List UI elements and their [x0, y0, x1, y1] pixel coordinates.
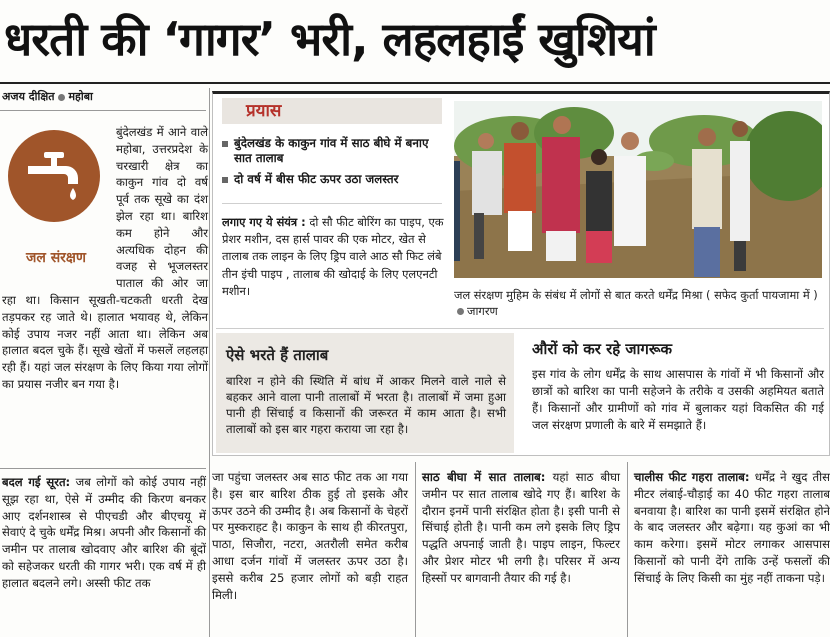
author-name: अजय दीक्षित — [2, 90, 55, 103]
key-point-item: बुंदेलखंड के काकुन गांव में साठ बीघे में बनाए सात तालाब — [222, 136, 442, 166]
equipment-text: दो सौ फीट बोरिंग का पाइप, एक प्रेशर मशीन, दस हार्स पावर की एक मोटर, खेत से तालाब तक लाइन के लिए ड्रिप वाले आठ सौ फिट लंबे तीन इंची पाइप , तालाब की खोदाई के लिए एलएनटी मशीन। — [222, 215, 444, 298]
headline: धरती की ‘गागर’ भरी, लहलहाईं खुशियां — [4, 12, 655, 66]
how-ponds-fill-box — [216, 333, 514, 453]
caption-text: जल संरक्षण मुहिम के संबंध में लोगों से बात करते धर्मेंद्र मिश्रा ( सफेद कुर्ता पायजामा में ) — [454, 288, 818, 302]
headline-rule — [0, 82, 830, 84]
column-divider — [415, 462, 416, 637]
key-point-item: दो वर्ष में बीस फीट ऊपर उठा जलस्तर — [222, 172, 442, 187]
water-conservation-label: जल संरक्षण — [25, 250, 87, 266]
body-text-2: जा पहुंचा जलस्तर अब साठ फीट तक आ गया है। इस बार बारिश ठीक हुई तो इसके और ऊपर उठने की उम्मीद है। अब किसानों के चेहरों पर मुस्कराहट है। काकुन के साथ ही कीरतपुरा, पाठा, सिजौरा, नटरा, अतरौली समेत करीब आधा दर्जन गांवों में जलस्तर ऊपर उठा है। इससे करीब 25 हजार लोगों को बड़ी राहत मिली। — [212, 470, 408, 602]
body-text-4: धर्मेंद्र ने खुद तीस मीटर लंबाई-चौड़ाई का 40 फीट गहरा तालाब बनवाया है। बारिश का पानी इसमें संरक्षित होने के बाद जलस्तर और बढ़ेगा। यह कुआं का भी काम करेगा। इसमें मोटर लगाकर आसपास किसानों को पानी देंगे ताकि उन्हें फसलों की सिंचाई के लिए किसी का मुंह नहीं ताकना पड़े। — [634, 470, 830, 585]
prayas-tag: प्रयास — [222, 98, 442, 124]
body-text-1: जब लोगों को कोई उपाय नहीं सूझ रहा था, ऐसे में उम्मीद की किरण बनकर आए दर्शनशास्त्र से पीएचडी और बीएचयू में सेवाएं दे चुके धर्मेंद्र मिश्र। अपनी और किसानों की जमीन पर तालाब खोदवाए और बारिश की बूंदों को सहेजकर धरती की गागर भरी। एक वर्ष में ही हालात बदलने लगे। अस्सी फीट तक — [2, 475, 206, 590]
caption-dot — [457, 308, 464, 315]
intro-column — [2, 124, 208, 470]
body-column-2 — [212, 469, 408, 603]
subhead-1: बदल गई सूरत: — [2, 475, 71, 489]
column-divider — [209, 88, 210, 637]
key-points-list — [222, 136, 442, 193]
field-photo — [454, 101, 822, 278]
column-divider — [627, 462, 628, 637]
panel-separator — [222, 203, 442, 204]
intro-text: बुंदेलखंड में आने वाले महोबा, उत्तरप्रदेश के चरखारी क्षेत्र का काकुन गांव दो वर्ष पूर्व तक सूखे का दंश झेल रहा था। बारिश कम होने और अत्यधिक दोहन की वजह से भूजलस्तर पाताल की ओर जा रहा था। किसान सूखती-चटकती धरती देख तड़पकर रह जाते थे। हालात भयावह थे, लेकिन कोई उपाय नजर नहीं आता था। लेकिन अब हालात बदल चुके हैं। सूखे खेतों में फसलें लहलहा रही हैं। यहां जल संरक्षण के लिए किया गया लोगों का प्रयास नजीर बन गया है। — [2, 125, 208, 391]
byline-rule — [0, 110, 206, 111]
equipment-lead: लगाए गए ये संयंत्र : — [222, 215, 306, 229]
byline — [2, 89, 93, 104]
photo-credit: जागरण — [467, 304, 498, 318]
panel-midline — [216, 328, 824, 329]
subhead-3: साठ बीघा में सात तालाब: — [422, 470, 546, 484]
photo-caption — [454, 287, 822, 319]
byline-dot — [58, 94, 65, 101]
how-ponds-fill-text: बारिश न होने की स्थिति में बांध में आकर मिलने वाले नाले से बहकर आने वाला पानी तालाबों में भरता है। तालाबों में जमा हुआ पानी ही सिंचाई व किसानों की जरूरत में काम आता है। सभी तालाबों को इस बार गहरा कराया जा रहा है। — [226, 374, 506, 436]
subhead-4: चालीस फीट गहरा तालाब: — [634, 470, 750, 484]
dateline-place: महोबा — [68, 90, 93, 103]
equipment-note — [222, 214, 444, 300]
body-column-4 — [634, 469, 830, 587]
awareness-title: औरों को कर रहे जागरूक — [532, 340, 673, 358]
body-column-3 — [422, 469, 620, 587]
body-text-3: यहां साठ बीघा जमीन पर सात तालाब खोदे गए हैं। बारिश के दौरान इनमें पानी संरक्षित होता है। इसी पानी से सिंचाई होती है। पानी कम लगे इसके लिए ड्रिप पद्धति अपनाई जाती है। पाइप लाइन, फिल्टर और प्रेशर मोटर भी लगी है। परिसर में अन्य हिस्सों पर बागवानी तैयार की गई है। — [422, 470, 621, 585]
water-conservation-emblem — [2, 124, 110, 274]
intro-end-rule — [0, 468, 206, 469]
water-tap-icon — [22, 144, 86, 208]
awareness-text: इस गांव के लोग धर्मेंद्र के साथ आसपास के गांवों में भी किसानों और छात्रों को बारिश का पानी सहेजने के तरीके व उसकी अहमियत बताते हैं। किसानों और ग्रामीणों को गांव में बुलाकर यहां विकसित की गई जल संरक्षण प्रणाली के बारे में समझाते हैं। — [532, 367, 824, 432]
body-column-1 — [2, 474, 206, 592]
how-ponds-fill-title: ऐसे भरते हैं तालाब — [226, 346, 329, 364]
